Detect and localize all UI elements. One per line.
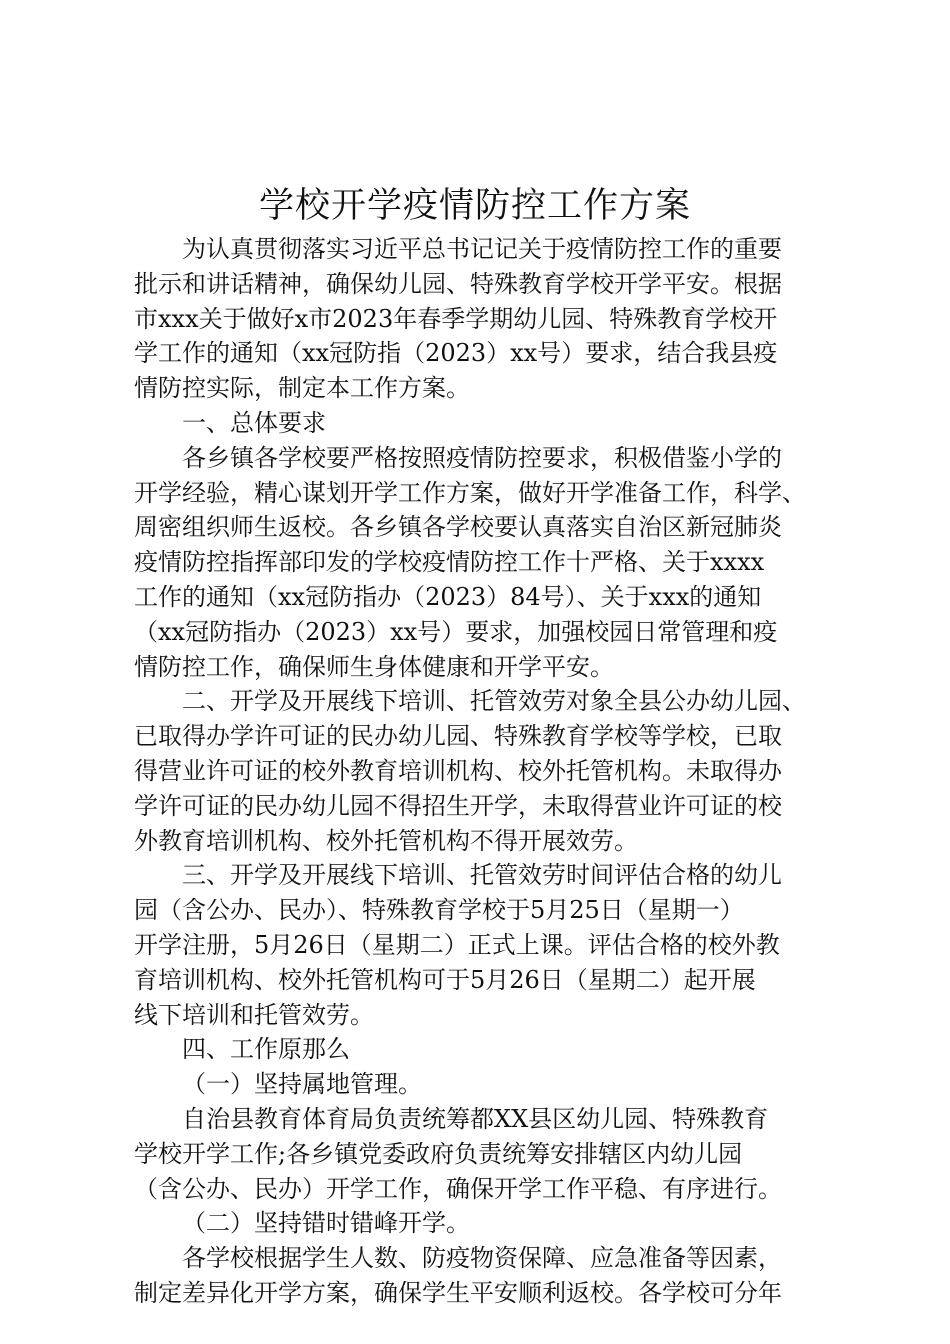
- text-line: 开学经验，精心谋划开学工作方案，做好开学准备工作，科学、: [134, 478, 806, 507]
- text-line: 已取得办学许可证的民办幼儿园、特殊教育学校等学校，已取: [134, 722, 782, 751]
- text-line: （含公办、民办）开学工作，确保开学工作平稳、有序进行。: [134, 1174, 782, 1203]
- subsection-heading: （二）坚持错时错峰开学。: [182, 1209, 470, 1238]
- text-line: 制定差异化开学方案，确保学生平安顺利返校。各学校可分年: [134, 1278, 782, 1307]
- text-line: 情防控实际，制定本工作方案。: [134, 374, 470, 403]
- text-line: 三、开学及开展线下培训、托管效劳时间评估合格的幼儿: [182, 861, 782, 890]
- text-line: 自治县教育体育局负责统筹都XX县区幼儿园、特殊教育: [182, 1104, 769, 1133]
- text-line: 为认真贯彻落实习近平总书记记关于疫情防控工作的重要: [182, 235, 782, 263]
- text-line: 学校开学工作;各乡镇党委政府负责统筹安排辖区内幼儿园: [134, 1139, 743, 1168]
- text-line: 情防控工作，确保师生身体健康和开学平安。: [134, 652, 614, 681]
- section-heading: 一、总体要求: [182, 408, 326, 437]
- text-line: 学工作的通知（xx冠防指（2023）xx号）要求，结合我县疫: [134, 339, 778, 368]
- text-line: 批示和讲话精神，确保幼儿园、特殊教育学校开学平安。根据: [134, 269, 782, 298]
- text-line: 各学校根据学生人数、防疫物资保障、应急准备等因素，: [182, 1244, 782, 1273]
- text-line: 二、开学及开展线下培训、托管效劳对象全县公办幼儿园、: [182, 687, 806, 716]
- text-line: 园（含公办、民办）、特殊教育学校于5月25日（星期一）: [134, 896, 744, 925]
- text-line: 疫情防控指挥部印发的学校疫情防控工作十严格、关于xxxx: [134, 548, 765, 577]
- text-line: 工作的通知（xx冠防指办（2023）84号）、关于xxx的通知: [134, 582, 762, 611]
- document-title: 学校开学疫情防控工作方案: [258, 186, 691, 226]
- text-line: 周密组织师生返校。各乡镇各学校要认真落实自治区新冠肺炎: [134, 513, 782, 542]
- text-line: 线下培训和托管效劳。: [134, 1000, 374, 1029]
- text-line: 市xxx关于做好x市2023年春季学期幼儿园、特殊教育学校开: [134, 304, 778, 333]
- text-line: 育培训机构、校外托管机构可于5月26日（星期二）起开展: [134, 965, 756, 994]
- document-body: [134, 232, 824, 1311]
- section-heading: 四、工作原那么: [182, 1035, 350, 1064]
- text-line: 开学注册，5月26日（星期二）正式上课。评估合格的校外教: [134, 930, 780, 959]
- text-line: 学许可证的民办幼儿园不得招生开学，未取得营业许可证的校: [134, 791, 782, 820]
- text-line: 得营业许可证的校外教育培训机构、校外托管机构。未取得办: [134, 756, 782, 785]
- text-line: 外教育培训机构、校外托管机构不得开展效劳。: [134, 826, 638, 855]
- text-line: 各乡镇各学校要严格按照疫情防控要求，积极借鉴小学的: [182, 443, 782, 472]
- subsection-heading: （一）坚持属地管理。: [182, 1070, 422, 1099]
- text-line: （xx冠防指办（2023）xx号）要求，加强校园日常管理和疫: [134, 617, 778, 646]
